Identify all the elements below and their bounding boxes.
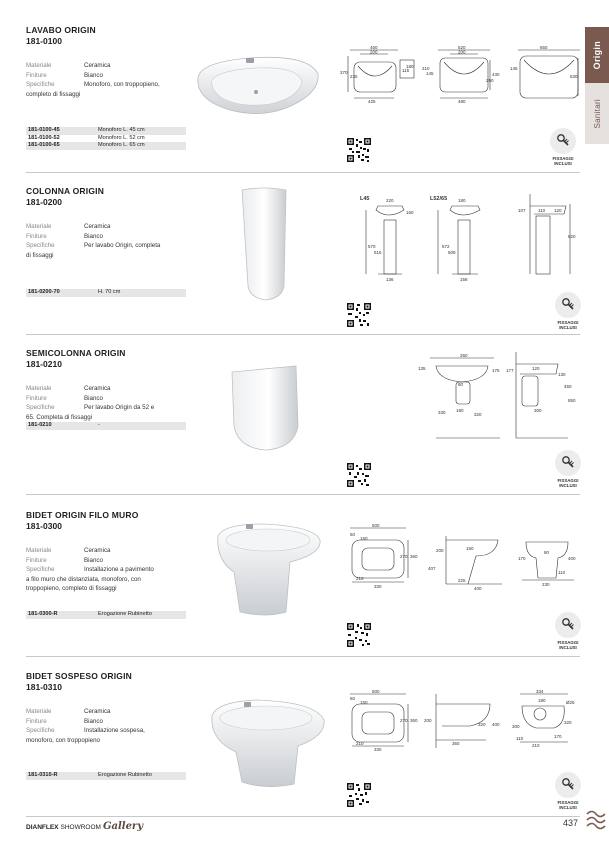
spec-key: Materiale <box>26 223 52 230</box>
svg-text:145: 145 <box>426 71 434 76</box>
svg-text:300: 300 <box>512 724 520 729</box>
svg-text:820: 820 <box>568 234 576 239</box>
svg-text:509: 509 <box>448 250 456 255</box>
svg-text:145: 145 <box>510 66 518 71</box>
variant-table <box>26 422 186 430</box>
lavabo-photo <box>190 44 325 122</box>
svg-text:170: 170 <box>554 734 562 739</box>
spec-key: Materiale <box>26 708 52 715</box>
svg-text:225: 225 <box>458 578 466 583</box>
spec-value-cont: troppopieno, completo di fissaggi <box>26 585 117 592</box>
svg-text:170: 170 <box>518 556 526 561</box>
waves-icon <box>585 806 607 836</box>
spec-value-cont: di fissaggi <box>26 251 54 259</box>
svg-text:200: 200 <box>424 718 432 723</box>
svg-text:570: 570 <box>368 244 376 249</box>
variant-table <box>26 127 186 150</box>
svg-text:110: 110 <box>538 208 546 213</box>
table-row[interactable] <box>26 611 186 619</box>
svg-text:135: 135 <box>418 366 426 371</box>
svg-text:180: 180 <box>456 408 464 413</box>
svg-text:80: 80 <box>544 550 550 555</box>
product-code: 181-0100 <box>26 36 62 46</box>
product-code: 181-0300 <box>26 521 62 531</box>
category-tab-sanitari[interactable] <box>585 83 609 144</box>
svg-text:210: 210 <box>356 576 364 581</box>
svg-text:320: 320 <box>474 412 482 417</box>
variant-desc: Monoforo L. 45 cm <box>98 127 145 134</box>
svg-text:60: 60 <box>350 532 356 537</box>
table-row[interactable] <box>26 422 186 430</box>
footer-divider <box>26 816 580 817</box>
svg-text:150: 150 <box>360 700 368 705</box>
spec-key: Materiale <box>26 62 52 69</box>
svg-text:360: 360 <box>410 554 418 559</box>
screw-icon <box>560 455 576 471</box>
qr-code-icon[interactable] <box>346 782 372 808</box>
svg-text:L45: L45 <box>360 196 370 202</box>
section-label: Sanitari <box>592 98 602 129</box>
spec-value: Installazione a pavimento <box>84 566 154 573</box>
variant-table <box>26 611 186 619</box>
svg-text:180: 180 <box>538 698 546 703</box>
semicolonna-photo <box>228 364 302 454</box>
section-divider <box>26 494 580 495</box>
svg-text:515: 515 <box>374 250 382 255</box>
fixings-included-badge: FISSAGGI INCLUSI <box>548 128 578 168</box>
product-specs <box>26 707 191 745</box>
svg-text:210: 210 <box>422 66 430 71</box>
svg-text:Ø25: Ø25 <box>566 700 575 705</box>
screw-icon <box>555 133 571 149</box>
spec-value-cont: completo di fissaggi <box>26 90 81 98</box>
variant-code: 181-0300-R <box>28 611 58 618</box>
svg-text:400: 400 <box>568 556 576 561</box>
spec-value: Ceramica <box>84 62 111 69</box>
svg-text:80: 80 <box>458 382 464 387</box>
svg-text:334: 334 <box>536 690 544 694</box>
bidet-sospeso-photo <box>206 696 330 792</box>
svg-text:520: 520 <box>458 46 466 50</box>
variant-code: 181-0100-52 <box>28 134 60 141</box>
spec-value: Ceramica <box>84 385 111 392</box>
svg-text:177: 177 <box>506 368 514 373</box>
svg-text:180: 180 <box>406 64 414 69</box>
table-row[interactable] <box>26 772 186 780</box>
spec-key: Materiale <box>26 385 52 392</box>
variant-table <box>26 772 186 780</box>
variant-table <box>26 289 186 297</box>
product-specs <box>26 384 191 422</box>
lavabo-drawings <box>340 46 580 104</box>
product-title: BIDET SOSPESO ORIGIN <box>26 671 133 681</box>
table-row[interactable] <box>26 289 186 297</box>
svg-text:270: 270 <box>400 554 408 559</box>
spec-key: Specifiche <box>26 566 55 573</box>
product-title: COLONNA ORIGIN <box>26 186 105 196</box>
spec-key: Finiture <box>26 232 47 240</box>
svg-text:120: 120 <box>532 366 540 371</box>
svg-text:150: 150 <box>360 536 368 541</box>
spec-value-cont: 65. Completa di fissaggi <box>26 413 93 421</box>
product-specs <box>26 61 191 99</box>
svg-text:200: 200 <box>458 49 466 55</box>
spec-value-cont: monoforo, con troppopieno <box>26 736 100 744</box>
svg-text:530: 530 <box>570 74 578 79</box>
qr-code-icon[interactable] <box>346 302 372 328</box>
category-tab[interactable] <box>585 27 609 144</box>
product-code: 181-0210 <box>26 359 62 369</box>
svg-text:260: 260 <box>460 353 468 358</box>
category-label: Origin <box>592 40 602 70</box>
svg-text:425: 425 <box>368 99 376 104</box>
page-number: 437 <box>563 818 579 828</box>
table-row[interactable] <box>26 127 186 135</box>
variant-code: 181-0100-45 <box>28 127 60 134</box>
spec-value: Per lavabo Origin, completa <box>84 242 161 249</box>
svg-text:L52/65: L52/65 <box>430 196 448 202</box>
qr-code-icon[interactable] <box>346 137 372 163</box>
table-row[interactable] <box>26 142 186 150</box>
product-title: BIDET ORIGIN FILO MURO <box>26 510 139 520</box>
spec-value: Bianco <box>84 394 103 402</box>
svg-text:158: 158 <box>460 277 468 282</box>
svg-text:230: 230 <box>542 582 550 587</box>
svg-text:210: 210 <box>356 741 364 746</box>
fixings-included-badge: FISSAGGI INCLUSI <box>553 612 583 652</box>
screw-icon <box>560 777 576 793</box>
bidet-filo-muro-photo <box>210 520 328 620</box>
svg-text:60: 60 <box>350 696 356 701</box>
svg-text:320: 320 <box>564 720 572 725</box>
spec-key: Finiture <box>26 556 47 564</box>
brand-name: DIANFLEX <box>26 824 59 831</box>
spec-key: Materiale <box>26 547 52 554</box>
category-tab-origin[interactable] <box>585 27 609 83</box>
variant-desc: H. 70 cm <box>98 289 121 296</box>
product-title: SEMICOLONNA ORIGIN <box>26 348 126 358</box>
product-specs <box>26 222 191 260</box>
svg-text:220: 220 <box>386 198 394 203</box>
section-divider <box>26 172 580 173</box>
svg-text:110: 110 <box>558 570 566 575</box>
svg-text:407: 407 <box>428 566 436 571</box>
svg-text:136: 136 <box>386 277 394 282</box>
svg-text:270: 270 <box>400 718 408 723</box>
variant-code: 181-0200-70 <box>28 289 60 296</box>
fixings-included-badge: FISSAGGI INCLUSI <box>553 772 583 812</box>
spec-key: Finiture <box>26 717 47 725</box>
svg-text:330: 330 <box>374 747 382 752</box>
brand-script: Gallery <box>102 821 144 832</box>
fixings-included-badge: FISSAGGI INCLUSI <box>553 292 583 332</box>
brand-subtitle: SHOWROOM <box>60 824 101 831</box>
spec-value: Bianco <box>84 717 103 725</box>
svg-text:450: 450 <box>564 384 572 389</box>
spec-value: Monoforo, con troppopieno, <box>84 81 160 88</box>
spec-value: Per lavabo Origin da 52 e <box>84 404 155 411</box>
spec-value: Bianco <box>84 71 103 79</box>
colonna-drawings <box>358 190 580 286</box>
variant-desc: Monoforo L. 65 cm <box>98 142 145 149</box>
svg-text:370: 370 <box>340 70 348 75</box>
variant-desc: Monoforo L. 52 cm <box>98 134 145 141</box>
section-divider <box>26 656 580 657</box>
spec-value: Ceramica <box>84 223 111 230</box>
svg-text:450: 450 <box>370 46 378 50</box>
svg-text:650: 650 <box>540 46 548 50</box>
bidet-filo-muro-drawings <box>346 520 580 592</box>
spec-value: Installazione sospesa, <box>84 727 145 734</box>
svg-text:110: 110 <box>516 736 524 741</box>
colonna-photo <box>236 186 296 304</box>
spec-key: Specifiche <box>26 404 55 411</box>
svg-text:572: 572 <box>442 244 450 249</box>
svg-text:430: 430 <box>492 72 500 77</box>
spec-value: Bianco <box>84 556 103 564</box>
svg-text:330: 330 <box>374 584 382 589</box>
product-specs <box>26 546 191 594</box>
svg-text:130: 130 <box>558 372 566 377</box>
svg-text:400: 400 <box>492 722 500 727</box>
fixings-included-badge: FISSAGGI INCLUSI <box>553 450 583 490</box>
svg-text:330: 330 <box>438 410 446 415</box>
screw-icon <box>560 617 576 633</box>
spec-key: Specifiche <box>26 727 55 734</box>
variant-code: 181-0100-65 <box>28 142 60 149</box>
variant-desc: Erogazione Rubinetto <box>98 611 152 618</box>
variant-code: 181-0310-R <box>28 772 58 779</box>
spec-value: Ceramica <box>84 708 111 715</box>
variant-code: 181-0210 <box>28 422 52 429</box>
spec-value: Ceramica <box>84 547 111 554</box>
product-code: 181-0310 <box>26 682 62 692</box>
svg-text:360: 360 <box>410 718 418 723</box>
qr-code-icon[interactable] <box>346 622 372 648</box>
spec-value-cont: a filo muro che distanziata, monoforo, con <box>26 575 141 583</box>
screw-icon <box>560 297 576 313</box>
semicolonna-drawings <box>418 350 580 442</box>
svg-text:200: 200 <box>436 548 444 553</box>
svg-text:400: 400 <box>474 586 482 591</box>
product-code: 181-0200 <box>26 197 62 207</box>
bidet-sospeso-drawings <box>346 690 580 752</box>
spec-value: Bianco <box>84 232 103 240</box>
section-divider <box>26 334 580 335</box>
svg-text:175: 175 <box>492 368 500 373</box>
footer-brand-logo <box>26 821 143 832</box>
spec-key: Finiture <box>26 71 47 79</box>
svg-text:200: 200 <box>370 49 378 55</box>
svg-text:500: 500 <box>372 690 380 694</box>
variant-desc: Erogazione Rubinetto <box>98 772 152 779</box>
svg-text:500: 500 <box>372 523 380 528</box>
svg-text:115: 115 <box>402 68 410 73</box>
product-title: LAVABO ORIGIN <box>26 25 96 35</box>
spec-key: Specifiche <box>26 242 55 249</box>
spec-key: Finiture <box>26 394 47 402</box>
svg-text:180: 180 <box>458 198 466 203</box>
svg-text:480: 480 <box>458 99 466 104</box>
svg-text:120: 120 <box>554 208 562 213</box>
svg-text:210: 210 <box>532 743 540 748</box>
variant-desc: - <box>98 422 100 429</box>
svg-text:320: 320 <box>478 722 486 727</box>
table-row[interactable] <box>26 135 186 143</box>
svg-text:107: 107 <box>518 208 526 213</box>
spec-key: Specifiche <box>26 81 55 88</box>
svg-text:290: 290 <box>486 78 494 83</box>
svg-text:150: 150 <box>466 546 474 551</box>
svg-text:360: 360 <box>452 741 460 746</box>
svg-text:300: 300 <box>534 408 542 413</box>
svg-text:235: 235 <box>350 74 358 79</box>
svg-text:850: 850 <box>568 398 576 403</box>
svg-text:160: 160 <box>406 210 414 215</box>
qr-code-icon[interactable] <box>346 462 372 488</box>
